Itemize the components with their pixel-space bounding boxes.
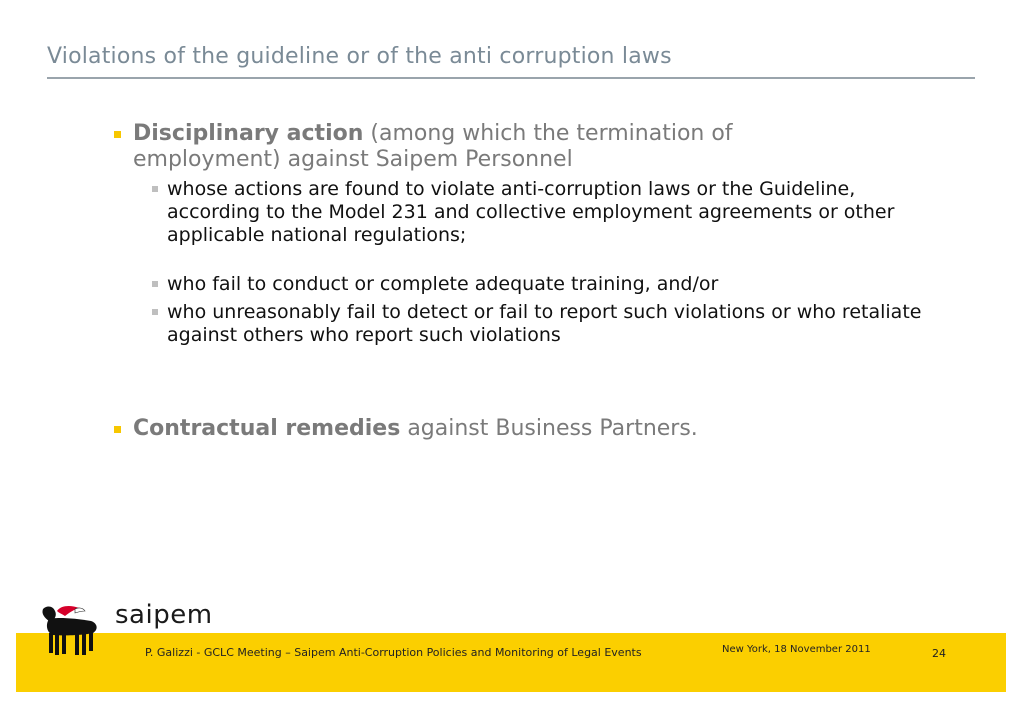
bullet-text: (among which the termination of employment) against Saipem Personnel: [133, 121, 733, 172]
title-divider: [47, 77, 975, 79]
subitem: [152, 273, 922, 296]
subitem-text: whose actions are found to violate anti-corruption laws or the Guideline, according to the Model 231 and collective employment agreements or other applicable national regulations;: [167, 178, 895, 246]
saipem-wordmark: saipem: [115, 600, 213, 630]
bullet-contractual-remedies: [114, 416, 874, 442]
sub-bullet-square-icon: [152, 309, 158, 315]
slide-title: Violations of the guideline or of the anti corruption laws: [47, 44, 672, 69]
footer-date: New York, 18 November 2011: [722, 644, 871, 655]
subitem-text: who fail to conduct or complete adequate training, and/or: [167, 273, 719, 295]
subitem: [152, 178, 922, 247]
sub-bullet-square-icon: [152, 186, 158, 192]
bullet-disciplinary-action: [114, 121, 874, 173]
sub-bullet-square-icon: [152, 281, 158, 287]
bullet-text: against Business Partners.: [400, 416, 698, 441]
subitem-text: who unreasonably fail to detect or fail to report such violations or who retaliate against others who report such violations: [167, 301, 922, 346]
page-number: 24: [932, 647, 946, 660]
footer-band: [16, 633, 1006, 692]
six-legged-dog-icon: [35, 603, 105, 667]
bullet-square-icon: [114, 131, 121, 138]
subitem: [152, 301, 922, 347]
bullet-bold-label: Disciplinary action: [133, 121, 364, 146]
bullet-bold-label: Contractual remedies: [133, 416, 401, 441]
footer-text: P. Galizzi - GCLC Meeting – Saipem Anti-Corruption Policies and Monitoring of Legal Events: [145, 646, 642, 659]
bullet-square-icon: [114, 426, 121, 433]
